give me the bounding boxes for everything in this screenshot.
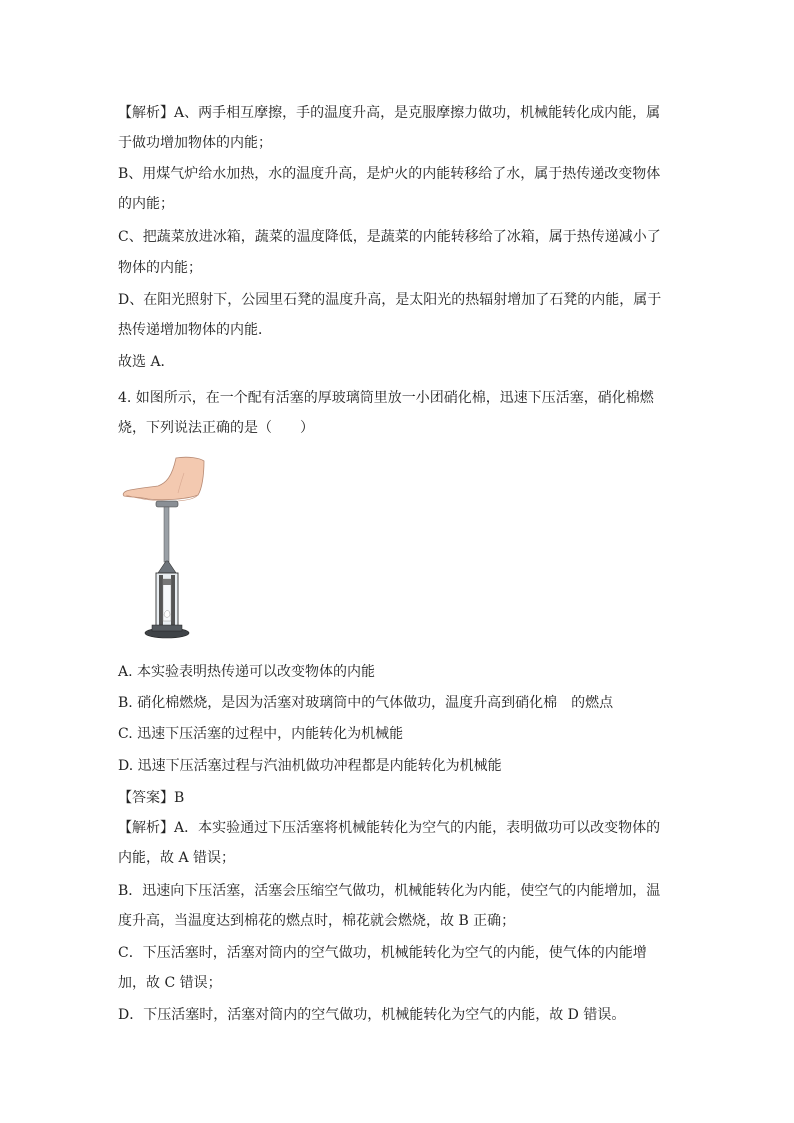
analysis3-line-2: 于做功增加物体的内能；	[118, 135, 272, 151]
stand-collar	[152, 625, 182, 631]
analysis4-line-6: 加，故 C 错误；	[118, 975, 222, 991]
answer: 【答案】B	[118, 790, 185, 806]
analysis3-line-3: B、用煤气炉给水加热，水的温度升高，是炉火的内能转移给了水，属于热传递改变物体	[118, 166, 661, 182]
option-a: A. 本实验表明热传递可以改变物体的内能	[118, 664, 376, 680]
piston-rod	[164, 507, 169, 562]
analysis3-line-5: C、把蔬菜放进冰箱，蔬菜的温度降低，是蔬菜的内能转移给了冰箱，属于热传递减小了	[118, 229, 661, 245]
analysis4-line-2: 内能，故 A 错误；	[118, 850, 236, 866]
analysis4-line-1: 【解析】A．本实验通过下压活塞将机械能转化为空气的内能，表明做功可以改变物体的	[118, 820, 661, 836]
analysis3-line-7: D、在阳光照射下，公园里石凳的温度升高，是太阳光的热辐射增加了石凳的内能，属于	[118, 292, 662, 308]
question4-stem-line-2: 烧，下列说法正确的是（ ）	[118, 420, 314, 436]
cylinder-post-left	[159, 575, 163, 625]
hand-illustration	[123, 457, 204, 501]
analysis3-line-4: 的内能；	[118, 196, 174, 212]
option-c: C. 迅速下压活塞的过程中，内能转化为机械能	[118, 726, 404, 742]
piston-head	[163, 579, 171, 585]
analysis4-line-5: C．下压活塞时，活塞对筒内的空气做功，机械能转化为空气的内能，使气体的内能增	[118, 945, 647, 961]
analysis3-line-1: 【解析】A、两手相互摩擦，手的温度升高，是克服摩擦力做功，机械能转化成内能，属	[118, 105, 661, 121]
cylinder-post-right	[171, 575, 175, 625]
analysis4-line-3: B．迅速向下压活塞，活塞会压缩空气做功，机械能转化为内能，使空气的内能增加，温	[118, 883, 661, 899]
analysis3-line-6: 物体的内能；	[118, 260, 202, 276]
option-b: B. 硝化棉燃烧，是因为活塞对玻璃筒中的气体做功，温度升高到硝化棉 的燃点	[118, 695, 614, 711]
analysis4-line-7: D．下压活塞时，活塞对筒内的空气做功，机械能转化为空气的内能，故 D 错误。	[118, 1007, 626, 1023]
piston-cap	[156, 501, 178, 507]
option-d: D. 迅速下压活塞过程与汽油机做功冲程都是内能转化为机械能	[118, 758, 502, 774]
cylinder-cap	[158, 561, 176, 573]
analysis4-line-4: 度升高，当温度达到棉花的燃点时，棉花就会燃烧，故 B 正确；	[118, 913, 516, 929]
fire-syringe-figure	[118, 455, 218, 647]
question4-stem-line-1: 4. 如图所示，在一个配有活塞的厚玻璃筒里放一小团硝化棉，迅速下压活塞，硝化棉燃	[118, 390, 654, 406]
analysis3-line-8: 热传递增加物体的内能．	[118, 322, 272, 338]
analysis3-conclusion: 故选 A．	[118, 354, 175, 370]
